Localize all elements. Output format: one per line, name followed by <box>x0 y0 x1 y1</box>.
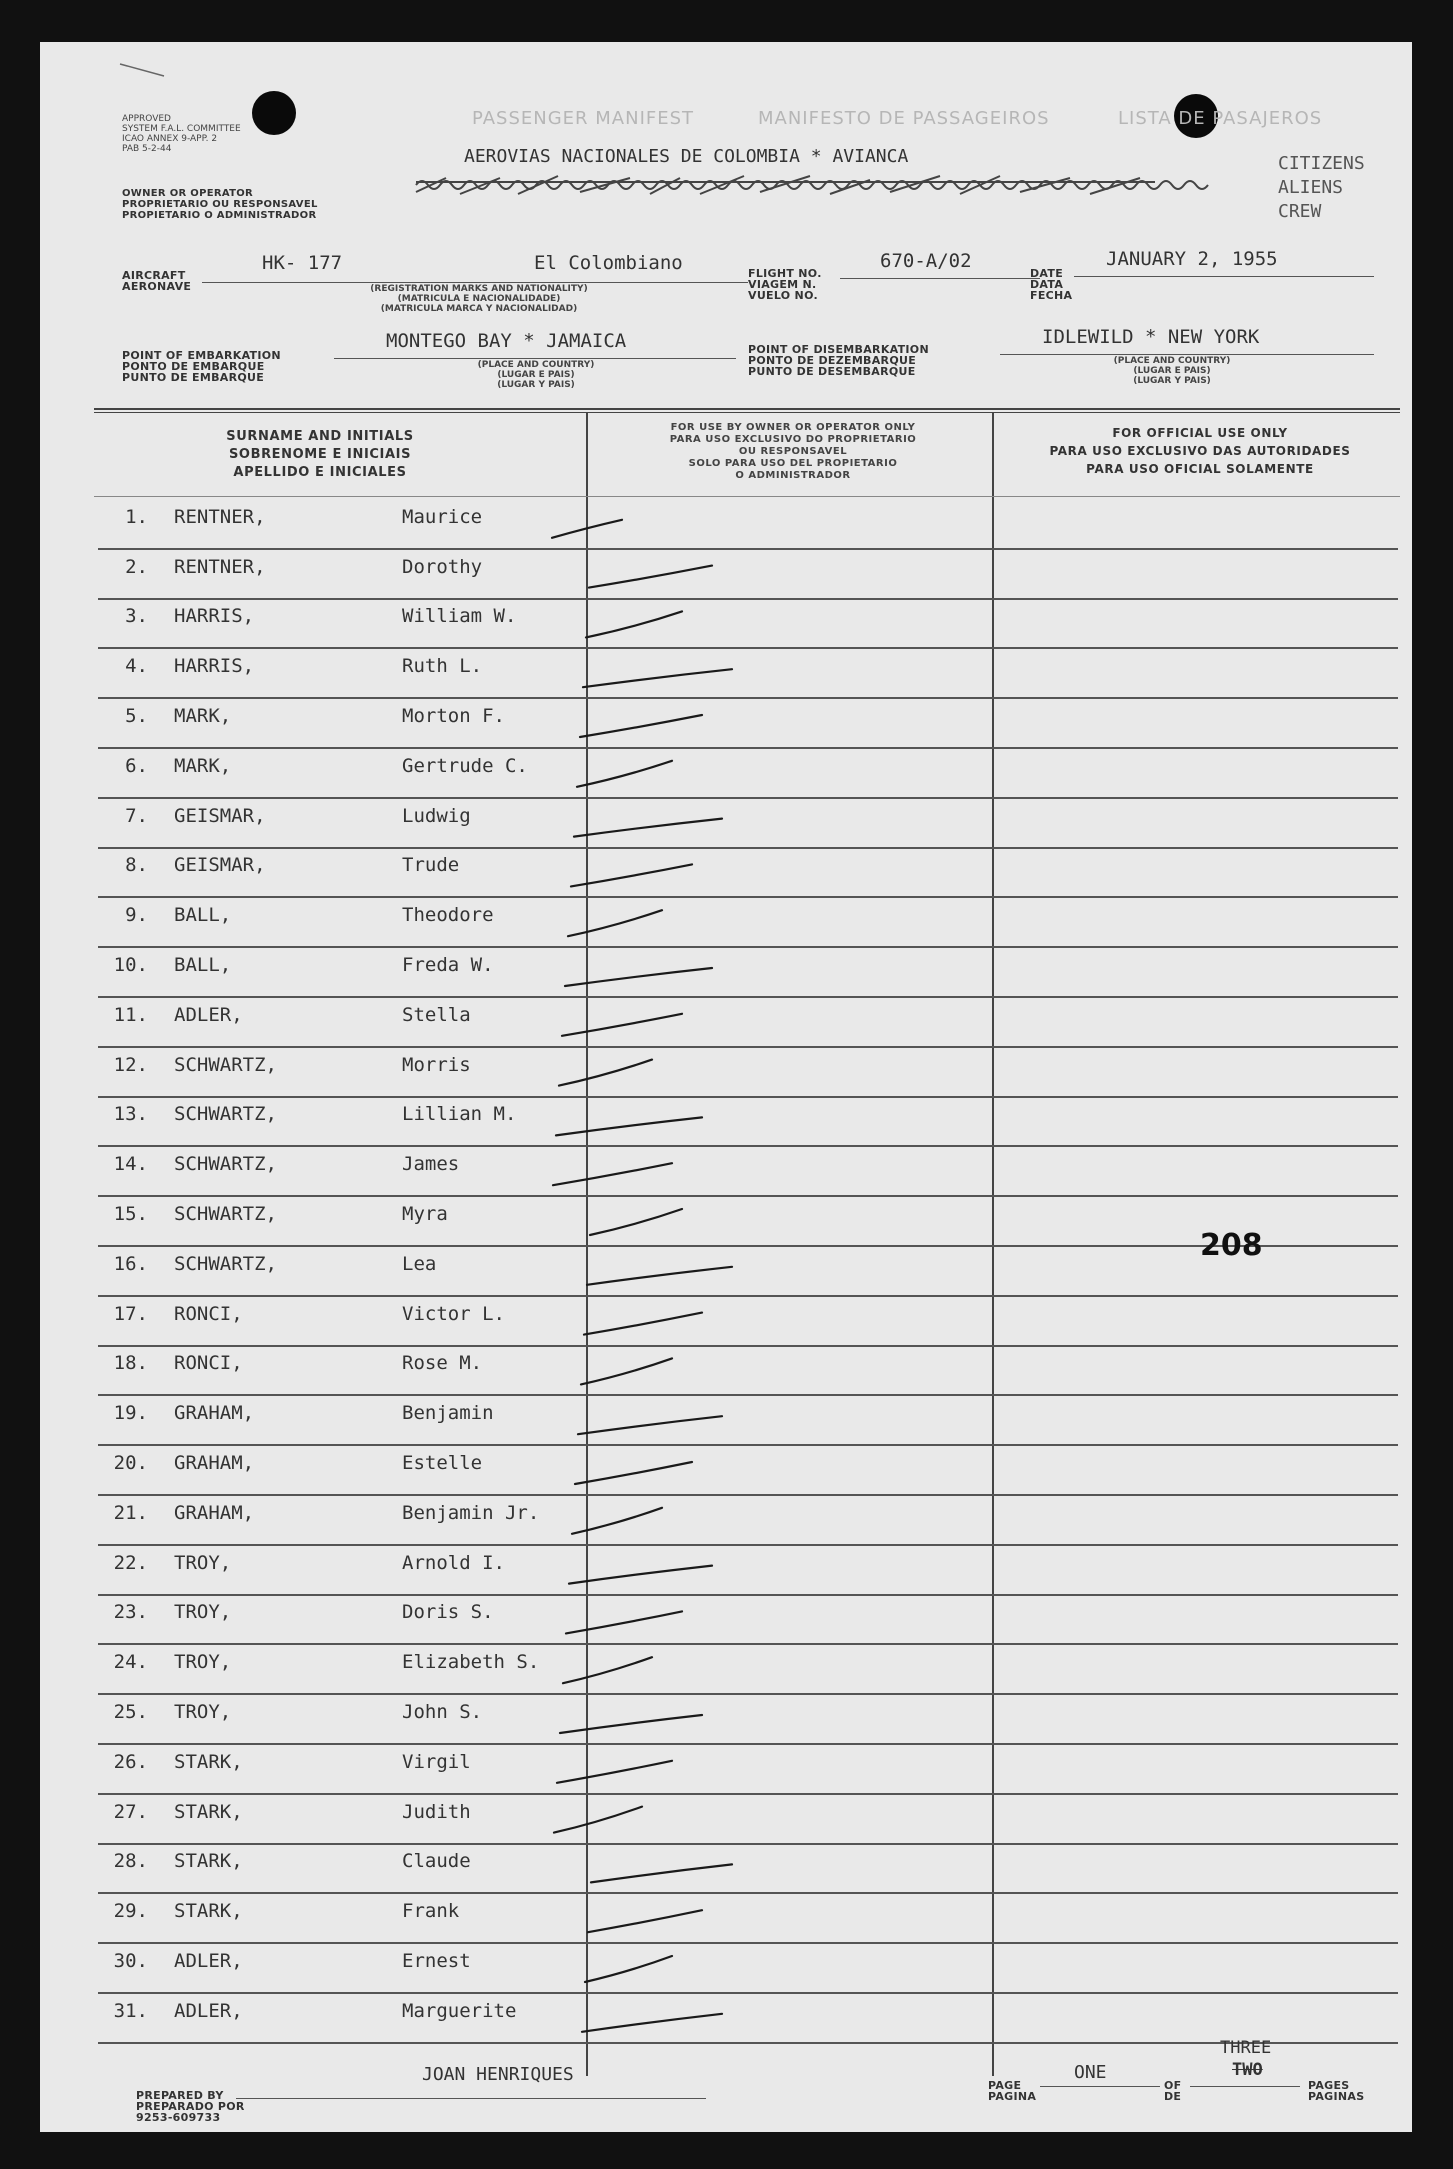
row-number: 31. <box>113 1999 148 2022</box>
passenger-given-name: Marguerite <box>402 1999 517 2022</box>
check-mark <box>581 1358 672 1384</box>
title-portuguese: MANIFESTO DE PASSAGEIROS <box>758 108 1050 129</box>
row-number: 5. <box>125 704 148 727</box>
passenger-given-name: James <box>402 1153 460 1176</box>
passenger-surname: RONCI, <box>174 1352 243 1375</box>
aircraft-registration: HK- 177 <box>262 252 343 274</box>
title-english: PASSENGER MANIFEST <box>472 108 695 129</box>
owner-label-en: OWNER OR OPERATOR <box>122 188 254 199</box>
embark-label-es: PUNTO DE EMBARQUE <box>122 371 265 384</box>
passenger-surname: BALL, <box>174 904 232 927</box>
row-number: 17. <box>113 1302 148 1325</box>
row-number: 2. <box>125 555 148 578</box>
aircraft-name: El Colombiano <box>534 252 683 274</box>
flight-label-en: FLIGHT NO. <box>748 267 822 280</box>
check-mark <box>557 1761 672 1783</box>
flight-label-es: VUELO NO. <box>748 289 818 302</box>
page-label-en: PAGE <box>988 2079 1022 2092</box>
check-mark <box>565 968 712 986</box>
passenger-given-name: Gertrude C. <box>402 754 528 777</box>
check-mark <box>585 1956 672 1982</box>
place-sub-en: (PLACE AND COUNTRY) <box>1113 356 1231 366</box>
row-number: 30. <box>113 1949 148 1972</box>
prepared-label-en: PREPARED BY <box>136 2089 224 2102</box>
passenger-surname: SCHWARTZ, <box>174 1252 277 1275</box>
check-mark <box>553 1163 672 1185</box>
row-number: 11. <box>113 1003 148 1026</box>
check-mark <box>559 1060 652 1086</box>
aircraft-sub-en: (REGISTRATION MARKS AND NATIONALITY) <box>370 284 588 294</box>
check-mark <box>590 1209 682 1235</box>
passenger-surname: SCHWARTZ, <box>174 1153 277 1176</box>
manifest-date: JANUARY 2, 1955 <box>1106 248 1278 270</box>
aircraft-sub-pt: (MATRICULA E NACIONALIDADE) <box>397 294 561 304</box>
passenger-surname: MARK, <box>174 754 232 777</box>
col-names-es: APELLIDO E INICIALES <box>233 465 407 480</box>
manifest-sheet <box>40 42 1412 2132</box>
page-underline <box>1040 2086 1160 2087</box>
check-mark <box>586 611 682 637</box>
date-label-es: FECHA <box>1030 289 1073 302</box>
aircraft-label-en: AIRCRAFT <box>122 269 186 282</box>
row-number: 25. <box>113 1700 148 1723</box>
of-label-en: OF <box>1164 2079 1182 2092</box>
page-labels <box>988 2080 1036 2102</box>
col-names-en: SURNAME AND INITIALS <box>226 429 414 444</box>
passenger-surname: MARK, <box>174 704 232 727</box>
owner-label-pt: PROPRIETARIO OU RESPONSAVEL <box>122 199 318 210</box>
passenger-given-name: Frank <box>402 1900 460 1923</box>
row-number: 21. <box>113 1501 148 1524</box>
passenger-surname: GEISMAR, <box>174 804 266 827</box>
prepared-by: JOAN HENRIQUES <box>422 2064 574 2085</box>
flight-label-pt: VIAGEM N. <box>748 278 817 291</box>
check-mark <box>588 1910 702 1932</box>
total-pages-struck: TWO <box>1232 2060 1263 2080</box>
disembark-label-es: PUNTO DE DESEMBARQUE <box>748 365 916 378</box>
col-owner-2: PARA USO EXCLUSIVO DO PROPRIETARIO <box>669 434 917 445</box>
passenger-surname: BALL, <box>174 953 232 976</box>
status-aliens: ALIENS <box>1278 177 1344 198</box>
place-sub-en: (PLACE AND COUNTRY) <box>477 360 595 370</box>
passenger-surname: SCHWARTZ, <box>174 1053 277 1076</box>
col-names-pt: SOBRENOME E INICIAIS <box>228 447 412 462</box>
check-mark <box>578 1416 722 1434</box>
approval-line: ICAO ANNEX 9-APP. 2 <box>122 134 218 144</box>
passenger-given-name: Doris S. <box>402 1601 494 1624</box>
prepared-label-pt: PREPARADO POR <box>136 2100 245 2113</box>
col-official-en: FOR OFFICIAL USE ONLY <box>1112 426 1288 440</box>
row-number: 27. <box>113 1800 148 1823</box>
passenger-surname: TROY, <box>174 1551 232 1574</box>
col-official-pt: PARA USO EXCLUSIVO DAS AUTORIDADES <box>1049 444 1351 458</box>
check-mark <box>574 819 722 837</box>
passenger-given-name: Maurice <box>402 505 483 528</box>
pages-labels <box>1308 2080 1364 2102</box>
date-label-en: DATE <box>1030 267 1064 280</box>
disembarkation-point: IDLEWILD * NEW YORK <box>1042 326 1260 348</box>
row-number: 6. <box>125 754 148 777</box>
approval-line: APPROVED <box>122 114 171 124</box>
col-official-es: PARA USO OFICIAL SOLAMENTE <box>1086 462 1314 476</box>
place-sub-pt: (LUGAR E PAIS) <box>497 370 575 380</box>
check-mark <box>556 1117 702 1135</box>
page-number: ONE <box>1074 2062 1107 2083</box>
passenger-given-name: Arnold I. <box>402 1551 505 1574</box>
row-number: 24. <box>113 1651 148 1674</box>
check-mark <box>580 715 702 737</box>
row-number: 26. <box>113 1750 148 1773</box>
passenger-given-name: Benjamin <box>402 1402 494 1425</box>
check-mark <box>587 1267 732 1285</box>
check-marks <box>40 42 1412 2132</box>
passenger-surname: ADLER, <box>174 1949 243 1972</box>
row-number: 7. <box>125 804 148 827</box>
passenger-surname: STARK, <box>174 1750 243 1773</box>
passenger-given-name: Morris <box>402 1053 471 1076</box>
row-number: 28. <box>113 1850 148 1873</box>
passenger-surname: SCHWARTZ, <box>174 1103 277 1126</box>
passenger-given-name: Ruth L. <box>402 655 483 678</box>
of-labels <box>1164 2080 1181 2102</box>
passenger-given-name: Elizabeth S. <box>402 1651 540 1674</box>
passenger-surname: HARRIS, <box>174 655 255 678</box>
passenger-given-name: Estelle <box>402 1451 483 1474</box>
passenger-given-name: Morton F. <box>402 704 505 727</box>
check-mark <box>575 1462 692 1484</box>
status-crew: CREW <box>1278 201 1322 222</box>
passenger-surname: GEISMAR, <box>174 854 266 877</box>
passenger-given-name: Stella <box>402 1003 471 1026</box>
form-number: 9253-609733 <box>136 2111 221 2124</box>
passenger-surname: STARK, <box>174 1800 243 1823</box>
approval-line: SYSTEM F.A.L. COMMITTEE <box>122 124 241 134</box>
prepared-labels <box>136 2090 245 2123</box>
embarkation-point: MONTEGO BAY * JAMAICA <box>386 330 627 352</box>
passenger-given-name: Myra <box>402 1202 448 1225</box>
col-owner-5: O ADMINISTRADOR <box>735 470 851 481</box>
passenger-given-name: Ernest <box>402 1949 471 1972</box>
passenger-surname: GRAHAM, <box>174 1501 255 1524</box>
row-number: 10. <box>113 953 148 976</box>
check-mark <box>569 1566 712 1584</box>
passenger-given-name: William W. <box>402 605 517 628</box>
passenger-surname: ADLER, <box>174 1999 243 2022</box>
flight-number: 670-A/02 <box>880 250 972 272</box>
col-owner-4: SOLO PARA USO DEL PROPIETARIO <box>688 458 898 469</box>
row-number: 3. <box>125 605 148 628</box>
check-mark <box>591 1864 732 1882</box>
passenger-surname: RONCI, <box>174 1302 243 1325</box>
embark-label-pt: PONTO DE EMBARQUE <box>122 360 265 373</box>
passenger-given-name: Claude <box>402 1850 471 1873</box>
check-mark <box>563 1657 652 1683</box>
passenger-given-name: Lea <box>402 1252 437 1275</box>
check-mark <box>589 566 712 588</box>
check-mark <box>568 910 662 936</box>
row-number: 20. <box>113 1451 148 1474</box>
passenger-given-name: Ludwig <box>402 804 471 827</box>
row-number: 13. <box>113 1103 148 1126</box>
row-number: 29. <box>113 1900 148 1923</box>
page-label-pt: PAGINA <box>988 2090 1037 2103</box>
prepared-underline <box>236 2098 706 2099</box>
col-owner-3: OU RESPONSAVEL <box>738 446 848 457</box>
passenger-surname: RENTNER, <box>174 505 266 528</box>
passenger-given-name: Dorothy <box>402 555 483 578</box>
check-mark <box>577 761 672 787</box>
passenger-surname: GRAHAM, <box>174 1451 255 1474</box>
passenger-surname: ADLER, <box>174 1003 243 1026</box>
row-number: 9. <box>125 904 148 927</box>
owner-label-es: PROPIETARIO O ADMINISTRADOR <box>122 210 317 221</box>
aircraft-label-pt: AERONAVE <box>122 280 192 293</box>
approval-line: PAB 5-2-44 <box>122 144 172 154</box>
aircraft-sub-es: (MATRICULA MARCA Y NACIONALIDAD) <box>380 304 578 314</box>
check-mark <box>583 669 732 687</box>
row-number: 23. <box>113 1601 148 1624</box>
row-number: 1. <box>125 505 148 528</box>
passenger-given-name: Victor L. <box>402 1302 505 1325</box>
passenger-given-name: Trude <box>402 854 460 877</box>
check-mark <box>572 1508 662 1534</box>
row-number: 8. <box>125 854 148 877</box>
title-spanish: LISTA DE PASAJEROS <box>1118 108 1323 129</box>
of-label-pt: DE <box>1164 2090 1182 2103</box>
passenger-surname: SCHWARTZ, <box>174 1202 277 1225</box>
place-sub-es: (LUGAR Y PAIS) <box>1133 376 1211 386</box>
passenger-given-name: Judith <box>402 1800 471 1823</box>
row-number: 16. <box>113 1252 148 1275</box>
passenger-given-name: Freda W. <box>402 953 494 976</box>
status-citizens: CITIZENS <box>1278 153 1365 174</box>
check-mark <box>552 520 622 538</box>
check-mark <box>582 2014 722 2032</box>
embark-label-en: POINT OF EMBARKATION <box>122 349 281 362</box>
passenger-given-name: Theodore <box>402 904 494 927</box>
check-mark <box>566 1611 682 1633</box>
passenger-surname: TROY, <box>174 1651 232 1674</box>
col-owner-1: FOR USE BY OWNER OR OPERATOR ONLY <box>670 422 916 433</box>
passenger-given-name: Benjamin Jr. <box>402 1501 540 1524</box>
row-number: 12. <box>113 1053 148 1076</box>
date-label-pt: DATA <box>1030 278 1064 291</box>
check-mark <box>571 864 692 886</box>
row-number: 4. <box>125 655 148 678</box>
check-mark <box>554 1807 642 1833</box>
pages-label-pt: PAGINAS <box>1308 2090 1365 2103</box>
official-stamp-number: 208 <box>1200 1228 1263 1263</box>
check-mark <box>584 1313 702 1335</box>
passenger-surname: TROY, <box>174 1700 232 1723</box>
passenger-surname: STARK, <box>174 1900 243 1923</box>
disembark-label-en: POINT OF DISEMBARKATION <box>748 343 929 356</box>
passenger-given-name: Virgil <box>402 1750 471 1773</box>
passenger-surname: TROY, <box>174 1601 232 1624</box>
airline-name: AEROVIAS NACIONALES DE COLOMBIA * AVIANCA <box>464 146 909 167</box>
total-pages: THREE <box>1220 2038 1272 2058</box>
passenger-given-name: Rose M. <box>402 1352 483 1375</box>
row-number: 15. <box>113 1202 148 1225</box>
check-mark <box>560 1715 702 1733</box>
passenger-surname: STARK, <box>174 1850 243 1873</box>
passenger-surname: RENTNER, <box>174 555 266 578</box>
pages-label-en: PAGES <box>1308 2079 1350 2092</box>
row-number: 19. <box>113 1402 148 1425</box>
place-sub-pt: (LUGAR E PAIS) <box>1133 366 1211 376</box>
row-number: 14. <box>113 1153 148 1176</box>
row-number: 18. <box>113 1352 148 1375</box>
passenger-given-name: Lillian M. <box>402 1103 517 1126</box>
passenger-surname: HARRIS, <box>174 605 255 628</box>
place-sub-es: (LUGAR Y PAIS) <box>497 380 575 390</box>
passenger-given-name: John S. <box>402 1700 483 1723</box>
row-number: 22. <box>113 1551 148 1574</box>
total-underline <box>1190 2086 1300 2087</box>
check-mark <box>562 1014 682 1036</box>
passenger-surname: GRAHAM, <box>174 1402 255 1425</box>
disembark-label-pt: PONTO DE DEZEMBARQUE <box>748 354 917 367</box>
